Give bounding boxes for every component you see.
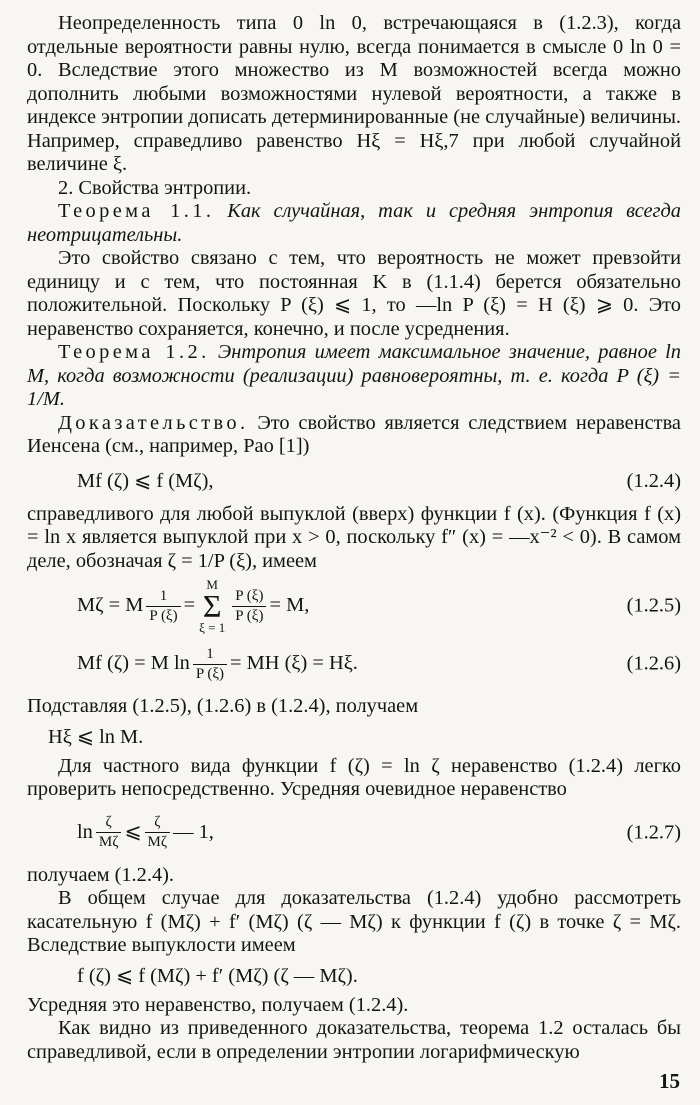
paragraph-obtain: получаем (1.2.4). — [27, 863, 175, 886]
inequality-entropy-bound-body: Hξ ⩽ ln M. — [48, 725, 144, 748]
proof-intro — [27, 412, 681, 459]
paragraph-remark: Как видно из приведенного доказательства, теорема 1.2 осталась бы справедливой, если в определении энтропии логарифмическую — [27, 1017, 681, 1063]
fraction-denominator: P (ξ) — [149, 607, 178, 624]
equation-1-2-5-equals: = — [183, 594, 196, 617]
fraction-numerator: ζ — [145, 813, 171, 833]
inequality-tangent — [27, 958, 681, 994]
equation-1-2-7-number: (1.2.7) — [626, 820, 681, 843]
theorem-1-1 — [27, 200, 681, 247]
proof-text: Это свойство является следствием неравенства Иенсена (см., например, Рао [1]) — [27, 411, 681, 457]
equation-1-2-6-number: (1.2.6) — [626, 652, 681, 675]
fraction-denominator: Mζ — [98, 834, 119, 850]
fraction-denominator: Mζ — [147, 834, 168, 850]
equation-1-2-5-rhs: = M, — [269, 594, 310, 617]
sum-sign: Σ — [202, 588, 222, 624]
fraction-numerator: 1 — [193, 645, 227, 665]
paragraph-averaging: Усредняя это неравенство, получаем (1.2.4). — [27, 993, 409, 1016]
equation-1-2-4 — [27, 459, 681, 503]
fraction-numerator: 1 — [146, 587, 180, 607]
section-heading-entropy-properties: 2. Свойства энтропии. — [58, 176, 252, 199]
equation-1-2-7-fraction-1 — [96, 813, 122, 852]
theorem-1-1-label: Теорема 1.1. — [58, 200, 215, 222]
equation-1-2-7-tail: — 1, — [173, 820, 214, 843]
inequality-tangent-body: f (ζ) ⩽ f (Mζ) + f′ (Mζ) (ζ — Mζ). — [77, 964, 358, 987]
equation-1-2-4-number: (1.2.4) — [626, 469, 681, 492]
fraction-numerator: ζ — [96, 813, 122, 833]
theorem-1-2 — [27, 341, 681, 412]
paragraph-substituting: Подставляя (1.2.5), (1.2.6) в (1.2.4), получаем — [27, 695, 419, 717]
paragraph-special-case: Для частного вида функции f (ζ) = ln ζ неравенство (1.2.4) легко проверить непосредственно. Усредняя очевидное неравенство — [27, 754, 681, 800]
theorem-1-1-statement: Как случайная, так и средняя энтропия всегда неотрицательны. — [27, 200, 682, 246]
fraction-denominator: P (ξ) — [195, 665, 225, 682]
paragraph-general-case: В общем случае для доказательства (1.2.4) удобно рассмотреть касательную f (Mζ) + f′ (Mζ) (ζ — Mζ) к функции f (ζ) в точке ζ = Mζ. Вследствие выпуклости имеем — [27, 887, 681, 956]
paragraph-nonnegativity: Это свойство связано с тем, что вероятность не может превзойти единицу и с тем, что постоянная K в (1.1.4) берется обязательно положительной. Поскольку P (ξ) ⩽ 1, то —ln P (ξ) = H (ξ) ⩾ 0. Это неравенство сохраняется, конечно, и после усреднения. — [27, 247, 681, 340]
equation-1-2-7-fraction-2 — [145, 813, 171, 852]
fraction-numerator: P (ξ) — [232, 587, 266, 607]
equation-1-2-6-rhs: = MH (ξ) = Hξ. — [230, 652, 358, 675]
proof-label: Доказательство. — [58, 411, 249, 434]
page-number: 15 — [659, 1068, 680, 1093]
equation-1-2-5-number: (1.2.5) — [626, 594, 681, 617]
theorem-1-2-statement: Энтропия имеет максимальное значение, равное ln M, когда возможности (реализации) равновероятны, т. е. когда P (ξ) = 1/M. — [27, 341, 681, 410]
equation-1-2-5-fraction-2 — [232, 587, 266, 626]
equation-1-2-4-body: Mf (ζ) ⩽ f (Mζ), — [77, 469, 214, 492]
sum-lower-limit: ξ = 1 — [199, 620, 226, 635]
equation-1-2-6-lhs: Mf (ζ) = M ln — [77, 652, 190, 675]
inequality-entropy-bound — [27, 719, 681, 755]
equation-1-2-5-fraction-1 — [146, 587, 180, 626]
paragraph-jensen-convex: справедливого для любой выпуклой (вверх) функции f (x). (Функция f (x) = ln x является выпуклой при x > 0, поскольку f″ (x) = —x⁻² < 0). В самом деле, обозначая ζ = 1/P (ξ), имеем — [27, 502, 681, 572]
equation-1-2-6 — [27, 639, 681, 689]
equation-1-2-7 — [27, 802, 681, 864]
equation-1-2-5 — [27, 573, 681, 639]
equation-1-2-7-ln: ln — [77, 820, 93, 843]
fraction-denominator: P (ξ) — [235, 607, 264, 624]
paragraph-zero-log-zero: Неопределенность типа 0 ln 0, встречающаяся в (1.2.3), когда отдельные вероятности равны нулю, всегда понимается в смысле 0 ln 0 = 0. Вследствие этого множество из M возможностей всегда можно дополнить любыми возможностями нулевой вероятности, а также в индексе энтропии дописать детерминированные (не случайные) величины. Например, справедливо равенство Hξ = Hξ,7 при любой случайной величине ξ. — [27, 12, 681, 175]
equation-1-2-5-summation — [199, 578, 225, 634]
equation-1-2-7-le: ⩽ — [124, 820, 142, 843]
theorem-1-2-label: Теорема 1.2. — [58, 341, 210, 363]
equation-1-2-5-lhs: Mζ = M — [77, 594, 144, 617]
equation-1-2-6-fraction — [193, 645, 227, 684]
sum-upper-limit: M — [206, 577, 218, 592]
